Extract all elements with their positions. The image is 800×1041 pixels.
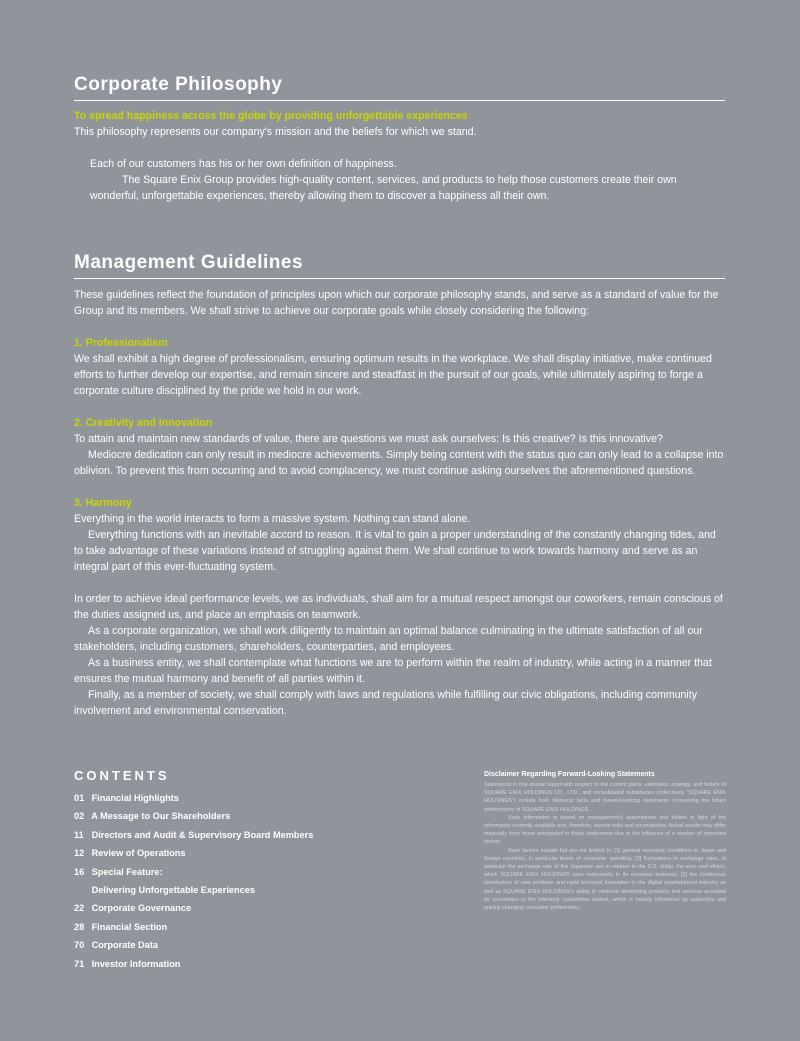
corporate-philosophy-section: [74, 74, 725, 204]
guideline-heading: 1. Professionalism: [74, 337, 168, 349]
section-title: Management Guidelines: [74, 252, 725, 279]
disclaimer-text: Statements in this annual report with respect to the current plans, estimates, strategy, and beliefs of SQUARE ENIX HOLDINGS CO., LTD., and consolidated subsidiaries (collectively "SQUARE ENIX HOLDINGS") include both historical facts and forward-looking statements concerning the future performance of SQUARE ENIX HOLDINGS.: [484, 782, 726, 813]
guidelines-intro: These guidelines reflect the foundation of principles upon which our corporate philosophy stands, and serve as a standard of value for the Group and its members. We shall strive to achieve our corporate goals while closely considering the following:: [74, 289, 719, 317]
guideline-text: Everything in the world interacts to form a massive system. Nothing can stand alone.: [74, 513, 471, 525]
closing-text: In order to achieve ideal performance levels, we as individuals, shall aim for a mutual respect amongst our coworkers, remain conscious of the duties assigned us, and place an emphasis on teamwork.: [74, 593, 723, 621]
contents-item[interactable]: 11 Directors and Audit & Supervisory Board Members: [74, 829, 314, 840]
contents-item[interactable]: 01 Financial Highlights: [74, 793, 179, 803]
closing-text: As a business entity, we shall contemplate what functions we are to perform within the realm of industry, while acting in a manner that ensures the mutual harmony and benefit of all parties within it.: [74, 657, 712, 685]
closing-text: Finally, as a member of society, we shall comply with laws and regulations while fulfilling our civic obligations, including community involvement and environmental conservation.: [74, 689, 698, 717]
guideline-heading: 2. Creativity and Innovation: [74, 417, 213, 429]
closing-text: As a corporate organization, we shall work diligently to maintain an optimal balance culminating in the ultimate satisfaction of all our stakeholders, including customers, shareholders, counterparties, and employees.: [74, 625, 703, 653]
guideline-heading: 3. Harmony: [74, 497, 132, 509]
management-guidelines-section: [74, 252, 725, 719]
section-title: Corporate Philosophy: [74, 74, 725, 101]
contents-list: [74, 768, 404, 973]
philosophy-tagline: To spread happiness across the globe by providing unforgettable experiences: [74, 110, 468, 122]
contents-item[interactable]: 71 Investor Information: [74, 958, 181, 969]
philosophy-paragraph: Each of our customers has his or her own definition of happiness.: [90, 158, 397, 170]
contents-item[interactable]: Delivering Unforgettable Experiences: [91, 885, 255, 896]
guideline-text: Mediocre dedication can only result in mediocre achievements. Simply being content with the status quo can only lead to a collapse into oblivion. To prevent this from occurring and to avoid complacency, we must continue asking ourselves the aforementioned questions.: [74, 449, 724, 477]
contents-item[interactable]: 12 Review of Operations: [74, 848, 186, 859]
contents-item[interactable]: 28 Financial Section: [74, 921, 168, 932]
guideline-text: To attain and maintain new standards of value, there are questions we must ask ourselves: Is this creative? Is this innovative?: [74, 433, 663, 445]
philosophy-paragraph: The Square Enix Group provides high-quality content, services, and products to help those customers create their own wonderful, unforgettable experiences, thereby allowing them to discover a happiness all their own.: [90, 174, 677, 202]
guideline-text: We shall exhibit a high degree of professionalism, ensuring optimum results in the workplace. We shall display initiative, make continued efforts to further develop our expertise, and remain sincere and steadfast in the pursuit of our goals, while ultimately aspiring to forge a corporate culture disciplined by the pride we hold in our work.: [74, 353, 712, 397]
contents-item[interactable]: 16 Special Feature:: [74, 866, 163, 877]
disclaimer-text: Such factors include but are not limited to: [1] general economic conditions in Japan and foreign countries, in particular levels of consumer spending; [2] fluctuations in exchange rates, in particular the exchange rate of the Japanese yen in relation to the U.S. dollar, the euro and others, which SQUARE ENIX HOLDINGS uses extensively in its overseas business; [3] the continuous introduction of new products and rapid technical innovation in the digital entertainment industry as well as SQUARE ENIX HOLDINGS's ability to continue developing products and services accepted by consumers in the intensely competitive market, which is heavily influenced by subjective and quickly changing consumer preferences.: [484, 847, 726, 912]
contents-item[interactable]: 22 Corporate Governance: [74, 903, 192, 914]
contents-item[interactable]: 02 A Message to Our Shareholders: [74, 811, 231, 822]
contents-item[interactable]: 70 Corporate Data: [74, 940, 158, 951]
disclaimer-title: Disclaimer Regarding Forward-Looking Statements: [484, 771, 655, 778]
contents-title: CONTENTS: [74, 768, 170, 783]
guideline-text: Everything functions with an inevitable accord to reason. It is vital to gain a proper understanding of the constantly changing tides, and to take advantage of these variations instead of struggling against them. We shall continue to work towards harmony and serve as an integral part of this ever-fluctuating system.: [74, 529, 716, 573]
philosophy-intro: This philosophy represents our company's mission and the beliefs for which we stand.: [74, 126, 477, 138]
disclaimer-text: Such information is based on management's assumptions and beliefs in light of the information currently available and, therefore, involve risks and uncertainties. Actual results may differ materially from those anticipated in these statements due to the influence of a number of important factors.: [484, 814, 726, 846]
disclaimer: [484, 771, 726, 912]
